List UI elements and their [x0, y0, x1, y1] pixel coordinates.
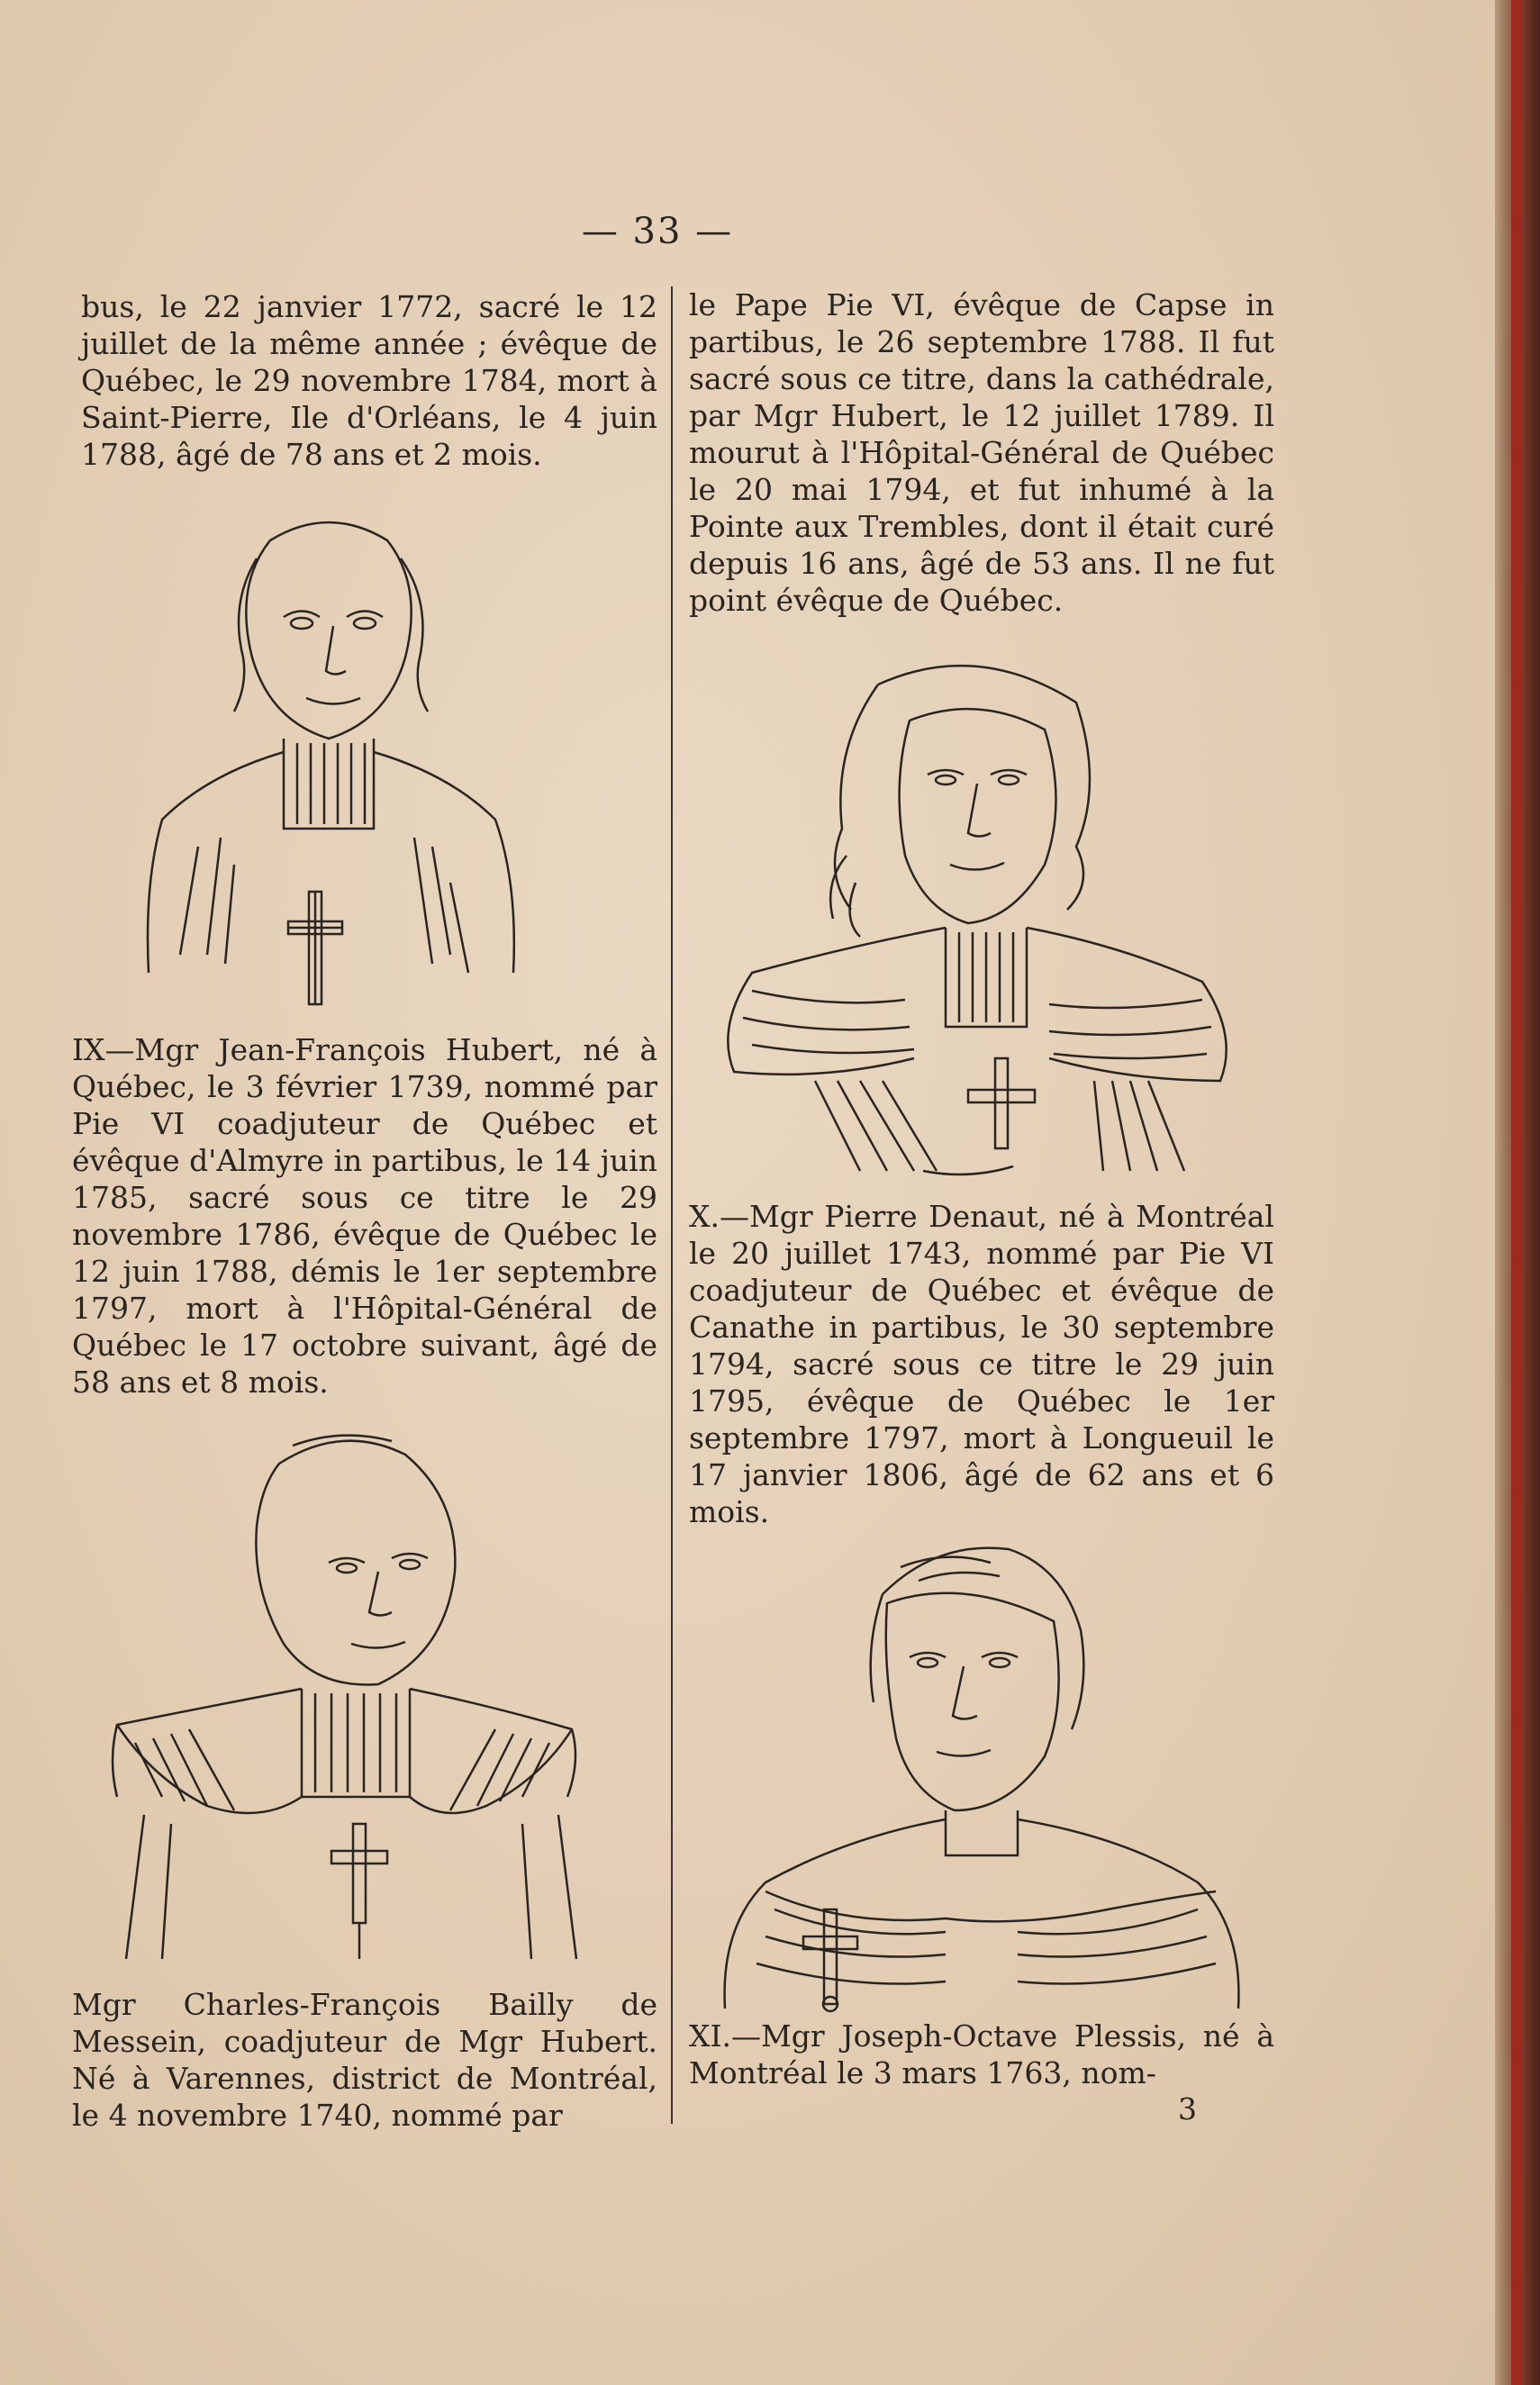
right-intro-paragraph: le Pape Pie VI, évêque de Capse in partibus, le 26 septembre 1788. Il fut sacré sous ce titre, dans la cathédrale, par Mgr Hubert, le 12 juillet 1789. Il mourut à l'Hôpital-Général de Québec le 20 mai 1794, et fut inhumé à la Pointe aux Trembles, dont il était curé depuis 16 ans, âgé de 53 ans. Il ne fut point évêque de Québec. — [689, 287, 1274, 618]
caption-plessis: XI.—Mgr Joseph-Octave Plessis, né à Montréal le 3 mars 1763, nom- — [689, 2018, 1274, 2090]
caption-denaut: X.—Mgr Pierre Denaut, né à Montréal le 20 juillet 1743, nommé par Pie VI coadjuteur de Québec et évêque de Canathe in partibus, le 30 septembre 1794, sacré sous ce titre le 29 juin 1795, évêque de Québec le 1er septembre 1797, mort à Longueuil le 17 janvier 1806, âgé de 62 ans et 6 mois. — [689, 1199, 1274, 1529]
spine-red-band — [1511, 0, 1522, 2385]
portrait-denaut-engraving — [698, 648, 1256, 1189]
portrait-hubert-engraving — [135, 504, 522, 1018]
portrait-plessis-engraving — [711, 1531, 1252, 2031]
caption-bailly: Mgr Charles-François Bailly de Messein, coadjuteur de Mgr Hubert. Né à Varennes, district de Montréal, le 4 novembre 1740, nommé par — [72, 1987, 657, 2133]
portrait-bailly-engraving — [99, 1419, 585, 1963]
left-intro-paragraph: bus, le 22 janvier 1772, sacré le 12 juillet de la même année ; évêque de Québec, le 29 novembre 1784, mort à Saint-Pierre, Ile d'Orléans, le 4 juin 1788, âgé de 78 ans et 2 mois. — [81, 289, 657, 472]
portrait-denaut — [698, 648, 1256, 1189]
book-spine-edge — [1495, 0, 1540, 2385]
portrait-plessis — [711, 1531, 1252, 2031]
caption-hubert: IX—Mgr Jean-François Hubert, né à Québec, le 3 février 1739, nommé par Pie VI coadjuteur de Québec et évêque d'Almyre in partibus, le 14 juin 1785, sacré sous ce titre le 29 novembre 1786, évêque de Québec le 12 juin 1788, démis le 1er septembre 1797, mort à l'Hôpital-Général de Québec le 17 octobre suivant, âgé de 58 ans et 8 mois. — [72, 1032, 657, 1400]
page-number: — 33 — — [581, 211, 734, 252]
portrait-bailly — [99, 1419, 585, 1963]
column-divider — [671, 286, 673, 2124]
signature-mark: 3 — [1178, 2091, 1197, 2127]
portrait-hubert — [135, 504, 522, 1018]
